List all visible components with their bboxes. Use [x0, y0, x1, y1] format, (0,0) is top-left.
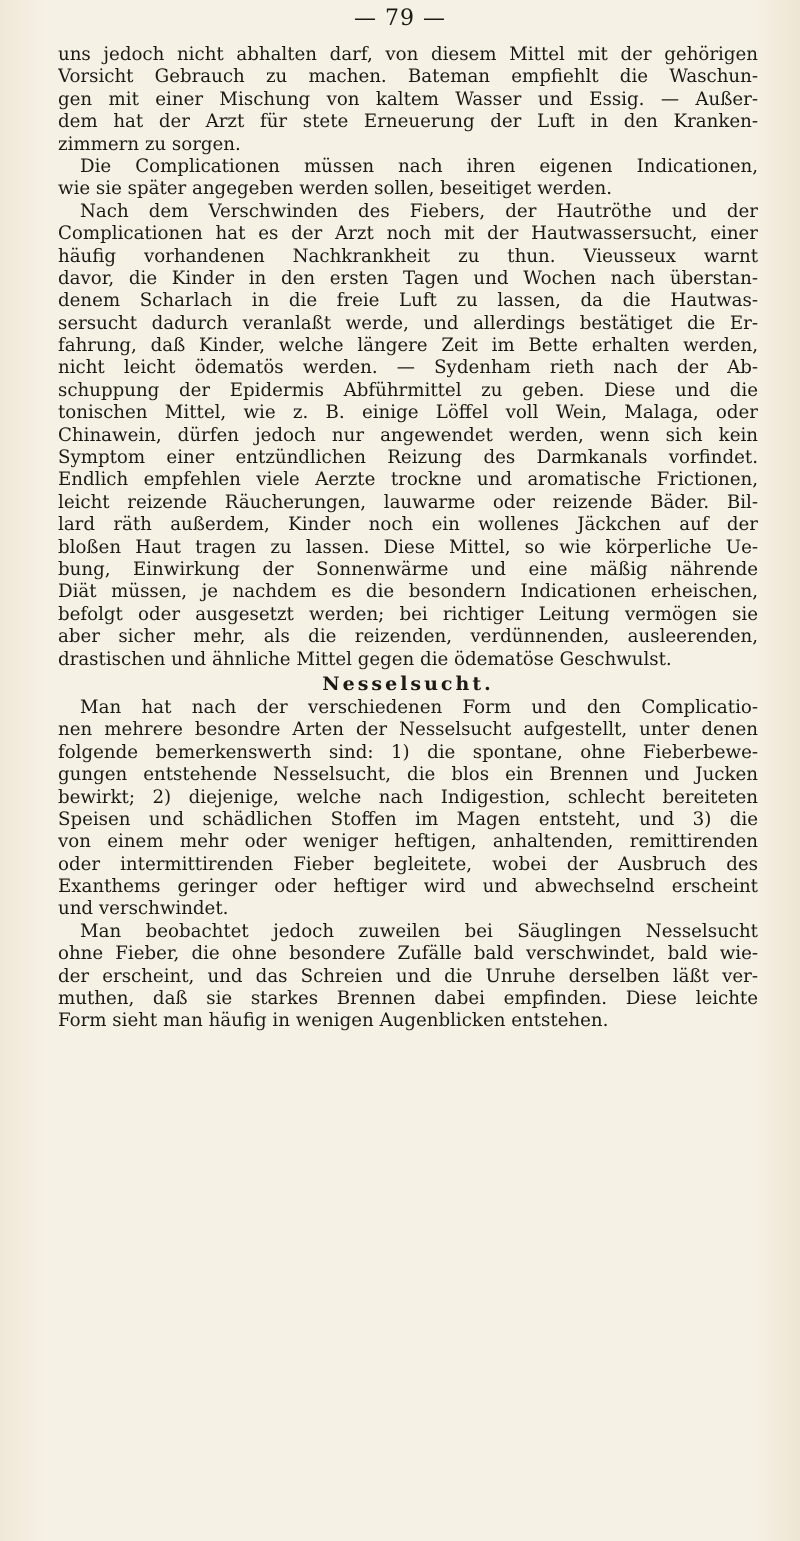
text-line: gungen entstehende Nesselsucht, die blos ein Brennen und Jucken [58, 764, 758, 786]
text-line: bewirkt; 2) diejenige, welche nach Indigestion, schlecht bereiteten [58, 786, 758, 808]
text-line: befolgt oder ausgesetzt werden; bei richtiger Leitung vermögen sie [58, 603, 758, 625]
text-line: Chinawein, dürfen jedoch nur angewendet werden, wenn sich kein [58, 424, 758, 446]
text-line: Man beobachtet jedoch zuweilen bei Säuglingen Nesselsucht [80, 920, 758, 942]
page-number: — 79 — [354, 6, 446, 31]
text-line: Die Complicationen müssen nach ihren eigenen Indicationen, [80, 155, 758, 177]
text-line: wie sie später angegeben werden sollen, beseitiget werden. [58, 178, 613, 200]
text-line: nicht leicht ödematös werden. — Sydenham rieth nach der Ab- [58, 357, 758, 379]
text-line: Man hat nach der verschiedenen Form und den Complicatio- [80, 696, 758, 718]
text-line: oder intermittirenden Fieber begleitete, wobei der Ausbruch des [58, 853, 758, 875]
text-line: lard räth außerdem, Kinder noch ein wollenes Jäckchen auf der [58, 514, 758, 536]
text-line: drastischen und ähnliche Mittel gegen die ödematöse Geschwulst. [58, 648, 672, 670]
text-line: Vorsicht Gebrauch zu machen. Bateman empfiehlt die Waschun- [58, 66, 758, 88]
text-line: und verschwindet. [58, 898, 229, 920]
text-line: folgende bemerkenswerth sind: 1) die spontane, ohne Fieberbewe- [58, 741, 758, 763]
text-line: sersucht dadurch veranlaßt werde, und allerdings bestätiget die Er- [58, 312, 758, 334]
text-line: Form sieht man häufig in wenigen Augenblicken entstehen. [58, 1010, 609, 1032]
text-line: leicht reizende Räucherungen, lauwarme oder reizende Bäder. Bil- [58, 491, 758, 513]
text-line: aber sicher mehr, als die reizenden, verdünnenden, ausleerenden, [58, 626, 758, 648]
text-line: zimmern zu sorgen. [58, 133, 241, 155]
text-line: häufig vorhandenen Nachkrankheit zu thun. Vieusseux warnt [58, 245, 758, 267]
text-line: Speisen und schädlichen Stoffen im Magen entsteht, und 3) die [58, 808, 758, 830]
text-line: schuppung der Epidermis Abführmittel zu geben. Diese und die [58, 379, 758, 401]
text-line: ohne Fieber, die ohne besondere Zufälle bald verschwindet, bald wie- [58, 943, 758, 965]
text-body [58, 44, 758, 1033]
text-line: Nach dem Verschwinden des Fiebers, der Hautröthe und der [80, 200, 758, 222]
text-line: fahrung, daß Kinder, welche längere Zeit im Bette erhalten werden, [58, 335, 758, 357]
text-line: muthen, daß sie starkes Brennen dabei empfinden. Diese leichte [58, 988, 758, 1010]
text-line: der erscheint, und das Schreien und die Unruhe derselben läßt ver- [58, 965, 758, 987]
text-line: bloßen Haut tragen zu lassen. Diese Mittel, so wie körperliche Ue- [58, 536, 758, 558]
text-line: denem Scharlach in die freie Luft zu lassen, da die Hautwas- [58, 290, 758, 312]
text-line: Symptom einer entzündlichen Reizung des Darmkanals vorfindet. [58, 447, 758, 469]
text-line: Endlich empfehlen viele Aerzte trockne und aromatische Frictionen, [58, 469, 758, 491]
section-heading: Nesselsucht. [322, 672, 494, 695]
text-line: von einem mehr oder weniger heftigen, anhaltenden, remittirenden [58, 831, 758, 853]
text-line: davor, die Kinder in den ersten Tagen und Wochen nach überstan- [58, 267, 758, 289]
text-line: dem hat der Arzt für stete Erneuerung der Luft in den Kranken- [58, 111, 758, 133]
text-line: nen mehrere besondre Arten der Nesselsucht aufgestellt, unter denen [58, 719, 758, 741]
text-line: Complicationen hat es der Arzt noch mit der Hautwassersucht, einer [58, 223, 758, 245]
text-line: Exanthems geringer oder heftiger wird und abwechselnd erscheint [58, 876, 758, 898]
text-line: gen mit einer Mischung von kaltem Wasser und Essig. — Außer- [58, 88, 758, 110]
text-line: bung, Einwirkung der Sonnenwärme und eine mäßig nährende [58, 558, 758, 580]
text-line: tonischen Mittel, wie z. B. einige Löffel voll Wein, Malaga, oder [58, 402, 758, 424]
text-line: Diät müssen, je nachdem es die besondern Indicationen erheischen, [58, 581, 758, 603]
text-line: uns jedoch nicht abhalten darf, von diesem Mittel mit der gehörigen [58, 44, 758, 65]
